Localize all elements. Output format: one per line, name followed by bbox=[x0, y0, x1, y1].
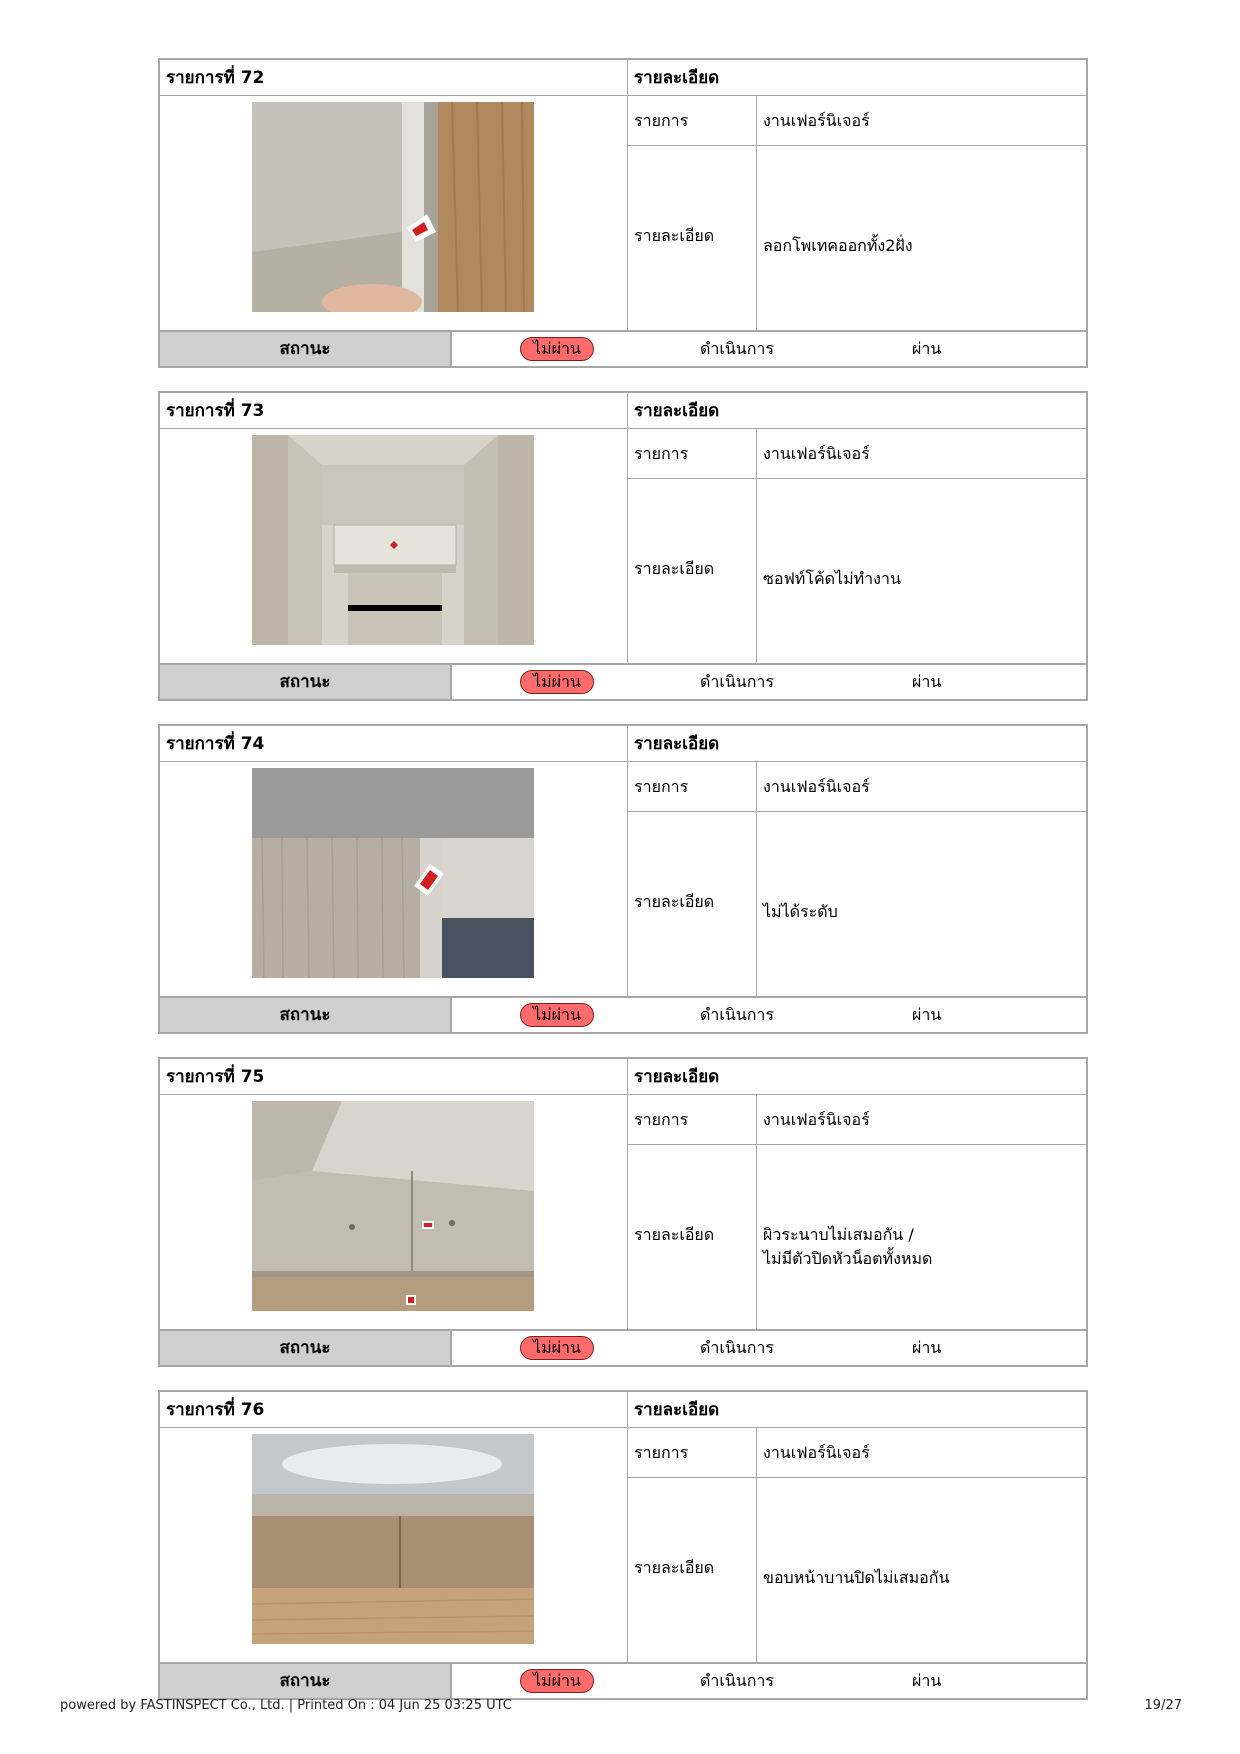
item-title: รายการที่ 74 bbox=[160, 726, 628, 762]
item-category: งานเฟอร์นิเจอร์ bbox=[757, 96, 1086, 146]
defect-photo[interactable] bbox=[252, 435, 534, 645]
item-label: รายการ bbox=[628, 429, 757, 479]
item-title: รายการที่ 75 bbox=[160, 1059, 628, 1095]
detail-text: ลอกโพเทคออกทั้ง2ฝั่ง bbox=[763, 236, 913, 255]
item-label: รายการ bbox=[628, 1095, 757, 1145]
status-row bbox=[160, 330, 1086, 366]
detail-text: ซอฟท์โค้ดไม่ทำงาน bbox=[763, 569, 901, 588]
inspection-card-76 bbox=[158, 1390, 1088, 1700]
item-category: งานเฟอร์นิเจอร์ bbox=[757, 1095, 1086, 1145]
detail-value bbox=[757, 1145, 1086, 1329]
status-label: สถานะ bbox=[160, 1664, 452, 1698]
photo-cell bbox=[160, 1095, 628, 1329]
status-row bbox=[160, 663, 1086, 699]
detail-label: รายละเอียด bbox=[628, 812, 757, 996]
status-in-progress-option[interactable]: ดำเนินการ bbox=[700, 339, 774, 358]
status-in-progress-option[interactable]: ดำเนินการ bbox=[700, 1005, 774, 1024]
detail-label: รายละเอียด bbox=[628, 1145, 757, 1329]
status-row bbox=[160, 1329, 1086, 1365]
photo-cell bbox=[160, 96, 628, 330]
inspection-card-73 bbox=[158, 391, 1088, 701]
detail-text: ผิวระนาบไม่เสมอกัน / bbox=[763, 1225, 914, 1244]
photo-cell bbox=[160, 762, 628, 996]
detail-header: รายละเอียด bbox=[628, 60, 1086, 96]
status-pass-option[interactable]: ผ่าน bbox=[912, 1671, 942, 1690]
detail-value bbox=[757, 146, 1086, 330]
item-category: งานเฟอร์นิเจอร์ bbox=[757, 429, 1086, 479]
detail-text: ไม่ได้ระดับ bbox=[763, 902, 838, 921]
status-label: สถานะ bbox=[160, 998, 452, 1032]
item-category: งานเฟอร์นิเจอร์ bbox=[757, 1428, 1086, 1478]
detail-header: รายละเอียด bbox=[628, 393, 1086, 429]
detail-header: รายละเอียด bbox=[628, 1392, 1086, 1428]
page-number: 19/27 bbox=[1144, 1698, 1182, 1713]
status-fail-option[interactable]: ไม่ผ่าน bbox=[520, 1336, 594, 1360]
item-title: รายการที่ 76 bbox=[160, 1392, 628, 1428]
inspection-card-74 bbox=[158, 724, 1088, 1034]
detail-label: รายละเอียด bbox=[628, 479, 757, 663]
defect-photo[interactable] bbox=[252, 768, 534, 978]
defect-photo[interactable] bbox=[252, 1434, 534, 1644]
photo-cell bbox=[160, 429, 628, 663]
status-pass-option[interactable]: ผ่าน bbox=[912, 339, 942, 358]
detail-text: ขอบหน้าบานปิดไม่เสมอกัน bbox=[763, 1568, 950, 1587]
detail-label: รายละเอียด bbox=[628, 1478, 757, 1662]
item-category: งานเฟอร์นิเจอร์ bbox=[757, 762, 1086, 812]
detail-value bbox=[757, 1478, 1086, 1662]
defect-photo[interactable] bbox=[252, 102, 534, 312]
detail-label: รายละเอียด bbox=[628, 146, 757, 330]
status-in-progress-option[interactable]: ดำเนินการ bbox=[700, 1671, 774, 1690]
status-in-progress-option[interactable]: ดำเนินการ bbox=[700, 1338, 774, 1357]
status-row bbox=[160, 996, 1086, 1032]
detail-header: รายละเอียด bbox=[628, 1059, 1086, 1095]
status-fail-option[interactable]: ไม่ผ่าน bbox=[520, 337, 594, 361]
footer-printed-info: powered by FASTINSPECT Co., Ltd. | Printed On : 04 Jun 25 03:25 UTC bbox=[60, 1698, 512, 1713]
detail-value bbox=[757, 812, 1086, 996]
item-title: รายการที่ 73 bbox=[160, 393, 628, 429]
item-label: รายการ bbox=[628, 762, 757, 812]
status-in-progress-option[interactable]: ดำเนินการ bbox=[700, 672, 774, 691]
status-pass-option[interactable]: ผ่าน bbox=[912, 1338, 942, 1357]
detail-text-line2: ไม่มีตัวปิดหัวน็อตทั้งหมด bbox=[763, 1249, 933, 1268]
status-pass-option[interactable]: ผ่าน bbox=[912, 1005, 942, 1024]
status-fail-option[interactable]: ไม่ผ่าน bbox=[520, 670, 594, 694]
status-row bbox=[160, 1662, 1086, 1698]
item-label: รายการ bbox=[628, 96, 757, 146]
status-label: สถานะ bbox=[160, 332, 452, 366]
status-fail-option[interactable]: ไม่ผ่าน bbox=[520, 1003, 594, 1027]
item-title: รายการที่ 72 bbox=[160, 60, 628, 96]
item-label: รายการ bbox=[628, 1428, 757, 1478]
status-pass-option[interactable]: ผ่าน bbox=[912, 672, 942, 691]
photo-cell bbox=[160, 1428, 628, 1662]
defect-photo[interactable] bbox=[252, 1101, 534, 1311]
status-fail-option[interactable]: ไม่ผ่าน bbox=[520, 1669, 594, 1693]
detail-value bbox=[757, 479, 1086, 663]
status-label: สถานะ bbox=[160, 665, 452, 699]
status-label: สถานะ bbox=[160, 1331, 452, 1365]
detail-header: รายละเอียด bbox=[628, 726, 1086, 762]
inspection-card-72 bbox=[158, 58, 1088, 368]
inspection-card-75 bbox=[158, 1057, 1088, 1367]
